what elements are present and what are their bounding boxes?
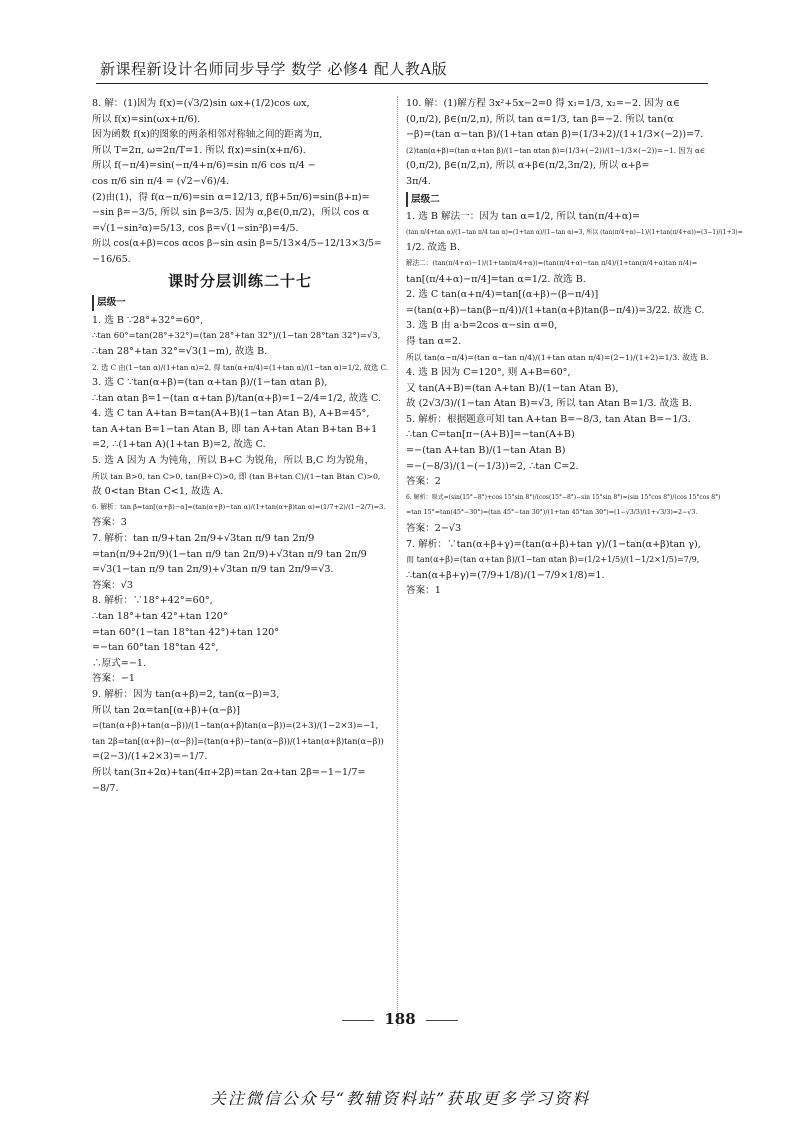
answer-line: 所以 T=2π, ω=2π/T=1. 所以 f(x)=sin(x+π/6). xyxy=(92,144,306,156)
left-answers-bottom xyxy=(92,313,388,796)
answer-line: 3π/4. xyxy=(406,175,431,187)
left-column xyxy=(92,96,388,796)
answer-line: 1/2. 故选 B. xyxy=(406,242,460,254)
answer-line: 答案：√3 xyxy=(92,579,133,591)
answer-line: =tan 15°=tan(45°−30°)=(tan 45°−tan 30°)/(1+tan 45°tan 30°)=(1−√3/3)/(1+√3/3)=2−√3. xyxy=(406,509,698,517)
answer-line: =−(tan A+tan B)/(1−tan Atan B) xyxy=(406,445,566,457)
answer-line: =(tan(α+β)−tan(β−π/4))/(1+tan(α+β)tan(β−π/4))=3/22. 故选 C. xyxy=(406,304,705,316)
answer-line: 所以 tan(α−π/4)=(tan α−tan π/4)/(1+tan αtan π/4)=(2−1)/(1+2)=1/3. 故选 B. xyxy=(406,352,709,362)
answer-line: cos π/6 sin π/4 = (√2−√6)/4. xyxy=(92,175,230,187)
answer-line: 所以 f(x)=sin(ωx+π/6). xyxy=(92,113,201,125)
answer-line: (0,π/2), β∈(π/2,π), 所以 α+β∈(π/2,3π/2), 所以 α+β= xyxy=(406,160,650,172)
answer-line: 所以 cos(α+β)=cos αcos β−sin αsin β=5/13×4/5−12/13×3/5= xyxy=(92,238,382,250)
answer-line: =√3(1−tan π/9 tan 2π/9)+√3tan π/9 tan 2π/9=√3. xyxy=(92,564,334,576)
answer-line: 答案：1 xyxy=(406,585,441,597)
answer-line: tan[(π/4+α)−π/4]=tan α=1/2. 故选 B. xyxy=(406,273,586,285)
header-rule xyxy=(96,83,708,84)
answer-line: 答案：−1 xyxy=(92,673,135,685)
answer-line: 又 tan(A+B)=(tan A+tan B)/(1−tan Atan B), xyxy=(406,382,619,394)
answer-line: −β)=(tan α−tan β)/(1+tan αtan β)=(1/3+2)/(1+1/3×(−2))=7. xyxy=(406,129,704,141)
answer-line: =√(1−sin²α)=5/13, cos β=√(1−sin²β)=4/5. xyxy=(92,222,299,234)
answer-line: 所以 tan B>0, tan C>0, tan(B+C)>0, 即 (tan B+tan C)/(1−tan Btan C)>0, xyxy=(92,471,381,481)
answer-line: =(tan(α+β)+tan(α−β))/(1−tan(α+β)tan(α−β))=(2+3)/(1−2×3)=−1, xyxy=(92,720,379,731)
answer-line: 1. 选 B ∵28°+32°=60°, xyxy=(92,314,204,326)
answer-line: 1. 选 B 解法一：因为 tan α=1/2, 所以 tan(π/4+α)= xyxy=(406,211,641,223)
answer-line: 3. 选 B 由 a·b=2cos α−sin α=0, xyxy=(406,320,558,332)
right-answers-bottom xyxy=(406,209,743,599)
answer-line: 6. 解析：原式=(sin(15°−8°)+cos 15°sin 8°)/(cos(15°−8°)−sin 15°sin 8°)=(sin 15°cos 8°)/(cos 15°cos 8°) xyxy=(406,493,721,501)
answer-line: =tan(π/9+2π/9)(1−tan π/9 tan 2π/9)+√3tan π/9 tan 2π/9 xyxy=(92,548,367,560)
answer-line: tan A+tan B=1−tan Atan B, 即 tan A+tan Atan B+tan B+1 xyxy=(92,423,378,435)
left-answers-top xyxy=(92,96,388,268)
answer-line: 3. 选 C ∵tan(α+β)=(tan α+tan β)/(1−tan αtan β), xyxy=(92,377,328,389)
answer-line: 答案：2−√3 xyxy=(406,523,462,535)
column-divider xyxy=(397,96,398,1026)
answer-line: tan 2β=tan[(α+β)−(α−β)]=(tan(α+β)−tan(α−β))/(1+tan(α+β)tan(α−β)) xyxy=(92,735,384,746)
answer-line: =tan 60°(1−tan 18°tan 42°)+tan 120° xyxy=(92,626,280,638)
level-two-label: 层级二 xyxy=(406,192,440,208)
answer-line: 5. 解析：根据题意可知 tan A+tan B=−8/3, tan Atan B=−1/3. xyxy=(406,413,691,425)
answer-line: 4. 选 C tan A+tan B=tan(A+B)(1−tan Atan B), A+B=45°, xyxy=(92,408,370,420)
right-column xyxy=(406,96,743,599)
answer-line: 6. 解析：tan β=tan[(α+β)−α]=(tan(α+β)−tan α)/(1+tan(α+β)tan α)=(1/7+2)/(1−2/7)=3. xyxy=(92,502,386,511)
answer-line: ∴tan(α+β+γ)=(7/9+1/8)/(1−7/9×1/8)=1. xyxy=(406,569,605,581)
running-header: 新课程新设计名师同步导学 数学 必修4 配人教A版 xyxy=(100,60,448,78)
answer-line: 答案：2 xyxy=(406,476,441,488)
answer-line: ∴tan 60°=tan(28°+32°)=(tan 28°+tan 32°)/(1−tan 28°tan 32°)=√3, xyxy=(92,330,381,341)
answer-line: ∴tan αtan β=1−(tan α+tan β)/tan(α+β)=1−2/4=1/2, 故选 C. xyxy=(92,392,382,404)
answer-line: −sin β=−3/5, 所以 sin β=3/5. 因为 α,β∈(0,π/2)，所以 cos α xyxy=(92,207,370,219)
answer-line: 4. 选 B 因为 C=120°, 则 A+B=60°, xyxy=(406,367,571,379)
answer-line: ∴tan C=tan[π−(A+B)]=−tan(A+B) xyxy=(406,429,575,441)
page-number-dash-left xyxy=(342,1020,374,1021)
level-one-label: 层级一 xyxy=(92,295,126,311)
answer-line: =(2−3)/(1+2×3)=−1/7. xyxy=(92,751,208,763)
answer-line: (0,π/2), β∈(π/2,π), 所以 tan α=1/3, tan β=−2. 所以 tan(α xyxy=(406,113,674,125)
answer-line: 因为函数 f(x)的图象的两条相邻对称轴之间的距离为π, xyxy=(92,129,323,141)
answer-line: =2, ∴(1+tan A)(1+tan B)=2, 故选 C. xyxy=(92,439,266,451)
answer-line: −8/7. xyxy=(92,782,119,794)
answer-line: 2. 选 C 由(1−tan α)/(1+tan α)=2, 得 tan(α+π/4)=(1+tan α)/(1−tan α)=1/2, 故选 C. xyxy=(92,362,389,372)
answer-line: (2)由(1)，得 f(α−π/6)=sin α=12/13, f(β+5π/6)=sin(β+π)= xyxy=(92,191,370,203)
answer-line: (2)tan(α+β)=(tan α+tan β)/(1−tan αtan β)=(1/3+(−2))/(1−1/3×(−2))=−1. 因为 α∈ xyxy=(406,145,706,155)
answer-line: 7. 解析：tan π/9+tan 2π/9+√3tan π/9 tan 2π/9 xyxy=(92,533,315,545)
answer-line: ∴tan 28°+tan 32°=√3(1−m), 故选 B. xyxy=(92,345,268,357)
answer-line: 5. 选 A 因为 A 为钝角，所以 B+C 为锐角，所以 B,C 均为锐角， xyxy=(92,455,375,467)
answer-line: ∴tan 18°+tan 42°+tan 120° xyxy=(92,611,228,622)
section-title: 课时分层训练二十七 xyxy=(167,271,312,290)
answer-line: 得 tan α=2. xyxy=(406,335,462,347)
answer-line: 2. 选 C tan(α+π/4)=tan[(α+β)−(β−π/4)] xyxy=(406,289,599,301)
page-number-text: 188 xyxy=(384,1010,416,1028)
answer-line: 所以 tan 2α=tan[(α+β)+(α−β)] xyxy=(92,704,241,716)
answer-line: 故 0<tan Btan C<1, 故选 A. xyxy=(92,486,224,498)
page-number xyxy=(0,1010,800,1028)
answer-line: 所以 tan(3π+2α)+tan(4π+2β)=tan 2α+tan 2β=−1−1/7= xyxy=(92,766,366,778)
page-number-dash-right xyxy=(426,1020,458,1021)
answer-line: =−tan 60°tan 18°tan 42°, xyxy=(92,642,219,654)
answer-line: 答案：3 xyxy=(92,517,127,529)
answer-line: (tan π/4+tan α)/(1−tan π/4 tan α)=(1+tan α)/(1−tan α)=3, 所以 (tan(π/4+α)−1)/(1+tan(π/4+α))=(3−1)/(1+3)= xyxy=(406,228,743,236)
right-answers-top xyxy=(406,96,708,190)
footer-watermark-text: 关注微信公众号“教辅资料站”获取更多学习资料 xyxy=(209,1089,591,1108)
answer-line: 9. 解析：因为 tan(α+β)=2, tan(α−β)=3, xyxy=(92,688,280,700)
answer-line: 解法二：(tan(π/4+α)−1)/(1+tan(π/4+α))=(tan(π/4+α)−tan π/4)/(1+tan(π/4+α)tan π/4)= xyxy=(406,258,698,267)
answer-line: 故 (2√3/3)/(1−tan Atan B)=√3, 所以 tan Atan B=1/3. 故选 B. xyxy=(406,398,692,410)
answer-line: 7. 解析：∵tan(α+β+γ)=(tan(α+β)+tan γ)/(1−tan(α+β)tan γ), xyxy=(406,538,701,550)
answer-line: 而 tan(α+β)=(tan α+tan β)/(1−tan αtan β)=(1/2+1/5)/(1−1/2×1/5)=7/9, xyxy=(406,554,700,565)
answer-line: =−(−8/3)/(1−(−1/3))=2, ∴tan C=2. xyxy=(406,460,579,472)
answer-line: 8. 解：(1)因为 f(x)=(√3/2)sin ωx+(1/2)cos ωx, xyxy=(92,98,310,109)
answer-line: −16/65. xyxy=(92,253,131,265)
answer-line: 所以 f(−π/4)=sin(−π/4+π/6)=sin π/6 cos π/4 − xyxy=(92,160,316,172)
answer-line: 8. 解析：∵18°+42°=60°, xyxy=(92,595,213,607)
answer-line: ∴原式=−1. xyxy=(92,657,147,669)
answer-line: 10. 解：(1)解方程 3x²+5x−2=0 得 x₁=1/3, x₂=−2. 因为 α∈ xyxy=(406,98,680,109)
